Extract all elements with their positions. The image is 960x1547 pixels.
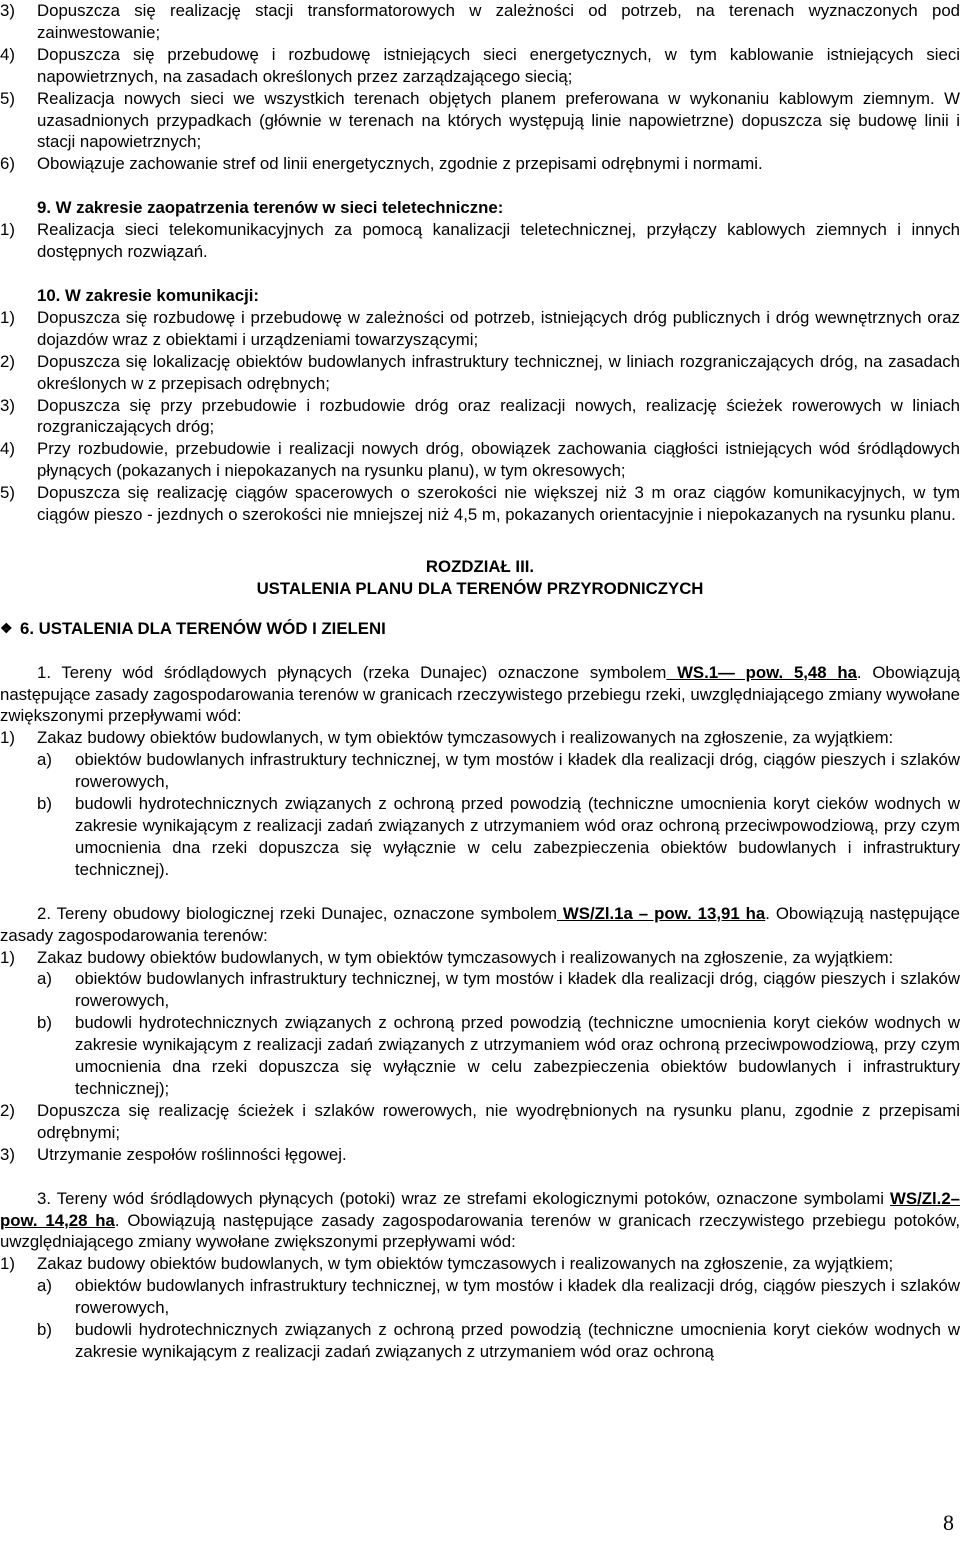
section-title: W zakresie zaopatrzenia terenów w sieci teletechniczne: <box>55 198 504 218</box>
sub-item-text: obiektów budowlanych infrastruktury technicznej, w tym mostów i kładek dla realizacji dróg, ciągów pieszych i szlaków rowerowych, <box>75 969 960 1011</box>
list-item <box>0 88 960 154</box>
paragraph-lead: 3. Tereny wód śródlądowych płynących (potoki) wraz ze strefami ekologicznymi potoków, oznaczone symbolami <box>37 1188 884 1208</box>
sub-item <box>0 793 960 881</box>
list-item <box>0 438 960 482</box>
area-symbol: WS/Zl.2– pow. 14,28 ha <box>0 1188 960 1230</box>
paragraph-rest: . Obowiązują następujące zasady zagospodarowania terenów w granicach rzeczywistego przebiegu potoków, uwzględniającego zmiany wywołane zwiększonymi przepływami wód: <box>0 1210 960 1252</box>
item-number: 1) <box>0 220 15 240</box>
area-symbol: WS.1— pow. 5,48 ha <box>666 662 857 682</box>
sub-item-letter: b) <box>37 794 52 814</box>
item-number: 1) <box>0 307 15 327</box>
list-item <box>0 307 960 351</box>
paragraph-3 <box>0 1188 960 1254</box>
page-number: 8 <box>943 1510 954 1535</box>
section-title: W zakresie komunikacji: <box>65 285 260 305</box>
list-item <box>0 1100 960 1144</box>
item-number: 3) <box>0 1 15 20</box>
sub-item <box>0 1319 960 1363</box>
list-item <box>0 44 960 88</box>
sub-item <box>0 1012 960 1100</box>
paragraph-rest: . Obowiązują następujące zasady zagospodarowania terenów w granicach rzeczywistego przebiegu rzeki, uwzględniającego zmiany wywołane zwiększonymi przepływami wód: <box>0 662 960 726</box>
sub-item-text: budowli hydrotechnicznych związanych z ochroną przed powodzią (techniczne umocnienia koryt cieków wodnych w zakresie wynikającym z realizacji zadań związanych z utrzymaniem wód oraz ochroną przeciwpowodziową, przy czym umocnienia dna rzeki dopuszcza się wyłącznie w celu zabezpieczenia obiektów budowlanych i infrastruktury technicznej); <box>75 1013 960 1098</box>
sub-item <box>0 1275 960 1319</box>
sub-item <box>0 749 960 793</box>
section-number: 10. <box>37 285 61 305</box>
item-text: Zakaz budowy obiektów budowlanych, w tym obiektów tymczasowych i realizowanych na zgłoszenie, za wyjątkiem; <box>37 1254 894 1274</box>
item-text: Realizacja nowych sieci we wszystkich terenach objętych planem preferowana w wykonaniu kablowym ziemnym. W uzasadnionych przypadkach (głównie w terenach na których występują linie napowietrzne) dopuszcza się budowę linii i stacji napowietrznych; <box>37 88 960 152</box>
item-number: 2) <box>0 351 15 371</box>
item-number: 2) <box>0 1100 15 1120</box>
item-text: Utrzymanie zespołów roślinności łęgowej. <box>37 1144 347 1164</box>
item-text: Przy rozbudowie, przebudowie i realizacji nowych dróg, obowiązek zachowania ciągłości istniejących wód śródlądowych płynących (pokazanych i niepokazanych na rysunku planu), w tym okresowych; <box>37 439 960 481</box>
item-number: 5) <box>0 483 15 503</box>
item-text: Dopuszcza się realizację ciągów spacerowych o szerokości nie większej niż 3 m oraz ciągów komunikacyjnych, w tym ciągów pieszo - jezdnych o szerokości nie mniejszej niż 4,5 m, pokazanych orientacyjnie i niepokazanych na rysunku planu. <box>37 483 960 525</box>
item-number: 1) <box>0 728 15 748</box>
section-6-heading <box>0 618 960 640</box>
list-item <box>0 0 960 44</box>
list-item <box>0 947 960 969</box>
item-text: Realizacja sieci telekomunikacyjnych za pomocą kanalizacji teletechnicznej, przyłączy kablowych ziemnych i innych dostępnych rozwiązań. <box>37 220 960 262</box>
item-text: Dopuszcza się rozbudowę i przebudowę w zależności od potrzeb, istniejących dróg publicznych i dróg wewnętrznych oraz dojazdów wraz z obiektami i urządzeniami towarzyszącymi; <box>37 307 960 349</box>
paragraph-lead: 1. Tereny wód śródlądowych płynących (rzeka Dunajec) oznaczone symbolem <box>37 662 667 682</box>
list-item <box>0 395 960 439</box>
item-text: Obowiązuje zachowanie stref od linii energetycznych, zgodnie z przepisami odrębnymi i normami. <box>37 154 763 174</box>
section-6-title: 6. USTALENIA DLA TERENÓW WÓD I ZIELENI <box>20 618 386 638</box>
item-text: Dopuszcza się przy przebudowie i rozbudowie dróg oraz realizacji nowych, realizację ścieżek rowerowych w liniach rozgraniczających dróg; <box>37 395 960 437</box>
item-text: Dopuszcza się realizację ścieżek i szlaków rowerowych, nie wyodrębnionych na rysunku planu, zgodnie z przepisami odrębnymi; <box>37 1100 960 1142</box>
paragraph-2 <box>0 903 960 947</box>
sub-item-text: budowli hydrotechnicznych związanych z ochroną przed powodzią (techniczne umocnienia koryt cieków wodnych w zakresie wynikającym z realizacji zadań związanych z utrzymaniem wód oraz ochroną przeciwpowodziową, przy czym umocnienia dna rzeki dopuszcza się wyłącznie w celu zabezpieczenia obiektów budowlanych i infrastruktury technicznej). <box>75 794 960 879</box>
sub-item-letter: b) <box>37 1013 52 1033</box>
list-item <box>0 482 960 526</box>
list-item <box>0 351 960 395</box>
item-number: 4) <box>0 44 15 64</box>
section-9-heading <box>0 197 960 219</box>
item-number: 1) <box>0 1254 15 1274</box>
chapter-subtitle: USTALENIA PLANU DLA TERENÓW PRZYRODNICZYCH <box>256 578 704 598</box>
sub-item-letter: a) <box>37 969 52 989</box>
item-number: 3) <box>0 1144 15 1164</box>
item-text: Zakaz budowy obiektów budowlanych, w tym obiektów tymczasowych i realizowanych na zgłoszenie, za wyjątkiem: <box>37 728 894 748</box>
sub-item-text: budowli hydrotechnicznych związanych z ochroną przed powodzią (techniczne umocnienia koryt cieków wodnych w zakresie wynikającym z realizacji zadań związanych z utrzymaniem wód oraz ochroną <box>75 1320 960 1361</box>
diamond-bullet-icon: ❖ <box>0 619 13 636</box>
item-text: Dopuszcza się realizację stacji transformatorowych w zależności od potrzeb, na terenach wyznaczonych pod zainwestowanie; <box>37 1 960 42</box>
sub-item-letter: b) <box>37 1320 52 1340</box>
item-number: 4) <box>0 439 15 459</box>
item-text: Dopuszcza się lokalizację obiektów budowlanych infrastruktury technicznej, w liniach rozgraniczających dróg, na zasadach określonych w z przepisach odrębnych; <box>37 351 960 393</box>
list-item <box>0 727 960 749</box>
area-symbol: WS/Zl.1a – pow. 13,91 ha <box>556 903 766 923</box>
section-10-heading <box>0 285 960 307</box>
item-text: Zakaz budowy obiektów budowlanych, w tym obiektów tymczasowych i realizowanych na zgłoszenie, za wyjątkiem: <box>37 947 894 967</box>
paragraph-1 <box>0 662 960 728</box>
sub-item-letter: a) <box>37 1276 52 1296</box>
sub-item <box>0 968 960 1012</box>
section-number: 9. <box>37 198 51 218</box>
list-item <box>0 1144 960 1166</box>
item-text: Dopuszcza się przebudowę i rozbudowę istniejących sieci energetycznych, w tym kablowanie istniejących sieci napowietrznych, na zasadach określonych przez zarządzającego siecią; <box>37 44 960 86</box>
sub-item-letter: a) <box>37 750 52 770</box>
sub-item-text: obiektów budowlanych infrastruktury technicznej, w tym mostów i kładek dla realizacji dróg, ciągów pieszych i szlaków rowerowych, <box>75 750 960 792</box>
item-number: 3) <box>0 395 15 415</box>
chapter-title: ROZDZIAŁ III. <box>425 556 535 576</box>
paragraph-lead: 2. Tereny obudowy biologicznej rzeki Dunajec, oznaczone symbolem <box>37 903 557 923</box>
item-number: 6) <box>0 154 15 174</box>
item-number: 5) <box>0 88 15 108</box>
sub-item-text: obiektów budowlanych infrastruktury technicznej, w tym mostów i kładek dla realizacji dróg, ciągów pieszych i szlaków rowerowych, <box>75 1276 960 1318</box>
list-item <box>0 219 960 263</box>
list-item <box>0 153 960 175</box>
paragraph-rest: . Obowiązują następujące zasady zagospodarowania terenów: <box>0 903 960 945</box>
item-number: 1) <box>0 947 15 967</box>
list-item <box>0 1253 960 1275</box>
